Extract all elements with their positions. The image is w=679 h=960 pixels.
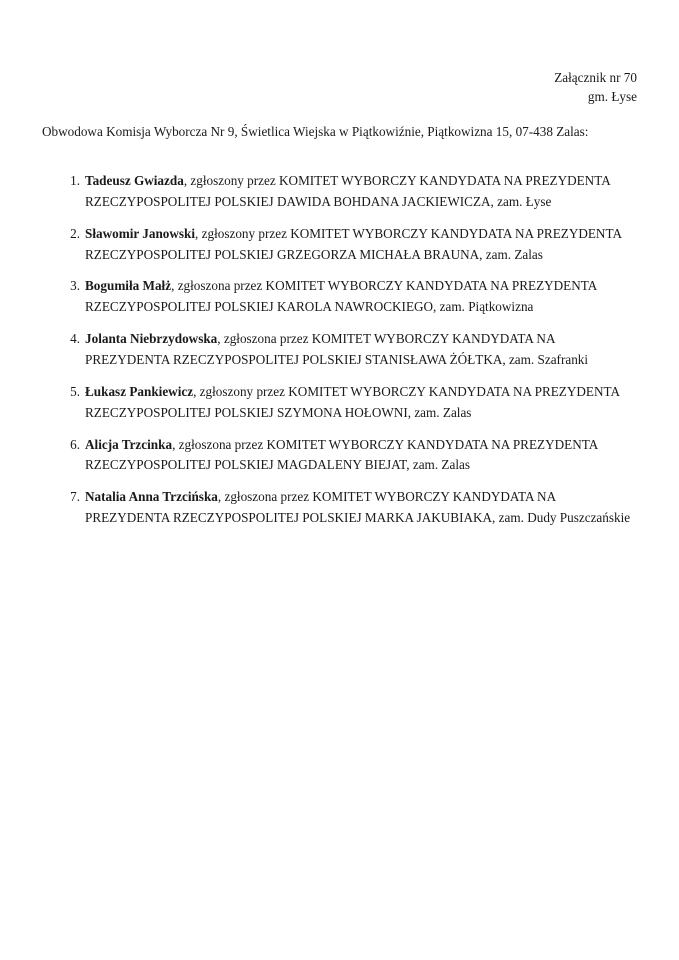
municipality-name: gm. Łyse (587, 89, 637, 105)
candidate-details: , zgłoszona przez KOMITET WYBORCZY KANDYDATA NA PREZYDENTA RZECZYPOSPOLITEJ POLSKIEJ MAGDALENY BIEJAT, zam. Zalas (85, 436, 598, 473)
commission-heading: Obwodowa Komisja Wyborcza Nr 9, Świetlica Wiejska w Piątkowiźnie, Piątkowizna 15, 07-438 Zalas: (42, 124, 589, 139)
list-item (42, 487, 637, 529)
candidate-name: Tadeusz Gwiazda (85, 173, 184, 188)
list-item-number: 6. (70, 436, 80, 452)
list-item-number: 4. (70, 331, 80, 347)
candidate-name: Jolanta Niebrzydowska (85, 331, 218, 347)
list-item (42, 224, 637, 266)
document-header (42, 68, 637, 106)
candidate-name: Alicja Trzcinka (85, 436, 173, 452)
candidate-list (42, 171, 637, 529)
candidate-name: Bogumiła Małż (85, 278, 172, 294)
list-item (42, 382, 637, 424)
candidate-details: , zgłoszony przez KOMITET WYBORCZY KANDYDATA NA PREZYDENTA RZECZYPOSPOLITEJ POLSKIEJ GRZEGORZA MICHAŁA BRAUNA, zam. Zalas (85, 225, 622, 262)
list-item-number: 1. (70, 173, 80, 188)
list-item (42, 435, 637, 477)
list-item-number: 7. (70, 489, 80, 505)
list-item (42, 276, 637, 318)
candidate-name: Natalia Anna Trzcińska (85, 489, 218, 505)
candidate-name: Łukasz Pankiewicz (85, 383, 194, 399)
list-item (42, 329, 637, 371)
list-item-number: 5. (70, 383, 80, 399)
attachment-number: Załącznik nr 70 (554, 70, 637, 85)
candidate-details: , zgłoszony przez KOMITET WYBORCZY KANDYDATA NA PREZYDENTA RZECZYPOSPOLITEJ POLSKIEJ SZYMONA HOŁOWNI, zam. Zalas (85, 383, 620, 420)
candidate-details: , zgłoszona przez KOMITET WYBORCZY KANDYDATA NA PREZYDENTA RZECZYPOSPOLITEJ POLSKIEJ KAROLA NAWROCKIEGO, zam. Piątkowizna (85, 278, 597, 315)
list-item-number: 3. (70, 278, 80, 294)
list-item-number: 2. (70, 225, 80, 241)
list-item (42, 171, 637, 213)
candidate-details: , zgłoszona przez KOMITET WYBORCZY KANDYDATA NA PREZYDENTA RZECZYPOSPOLITEJ POLSKIEJ STANISŁAWA ŻÓŁTKA, zam. Szafranki (85, 331, 589, 368)
candidate-name: Sławomir Janowski (85, 225, 196, 241)
candidate-details: , zgłoszony przez KOMITET WYBORCZY KANDYDATA NA PREZYDENTA RZECZYPOSPOLITEJ POLSKIEJ DAWIDA BOHDANA JACKIEWICZA, zam. Łyse (85, 173, 611, 209)
candidate-details: , zgłoszona przez KOMITET WYBORCZY KANDYDATA NA PREZYDENTA RZECZYPOSPOLITEJ POLSKIEJ MARKA JAKUBIAKA, zam. Dudy Puszczańskie (85, 489, 631, 526)
